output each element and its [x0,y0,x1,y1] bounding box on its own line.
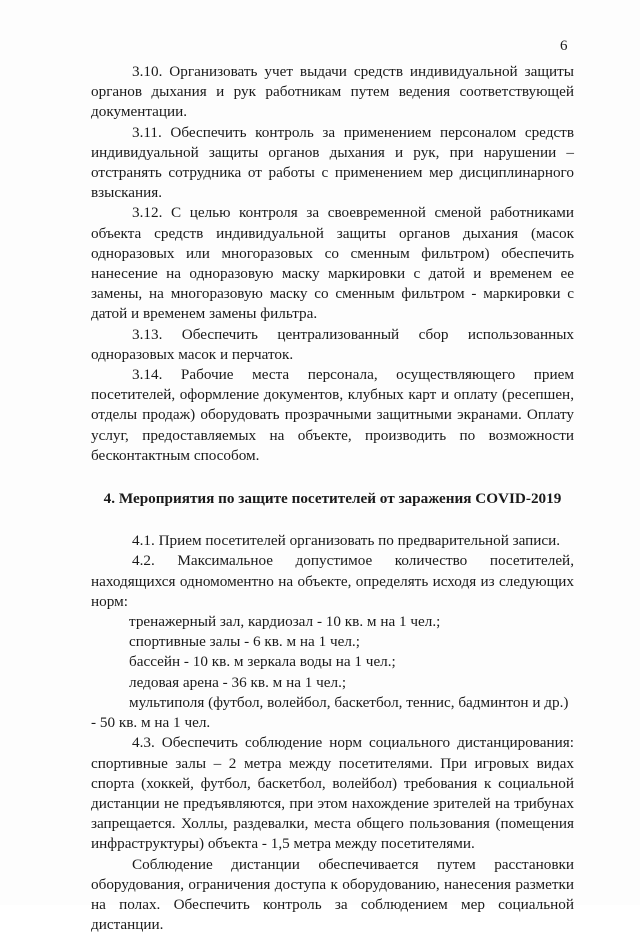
paragraph-4-3: 4.3. Обеспечить соблюдение норм социального дистанцирования: спортивные залы – 2 метра между посетителями. При игровых видах спорта (хоккей, футбол, баскетбол, волейбол) требования к социальной дистанции не предъявляются, при этом нахождение зрителей на трибунах запрещается. Холлы, раздевалки, места общего пользования (помещения инфраструктуры) объекта - 1,5 метра между посетителями. [91,734,574,853]
paragraph-3-13: 3.13. Обеспечить централизованный сбор использованных одноразовых масок и перчаток. [91,325,574,363]
document-body [91,62,574,935]
paragraph-4-1: 4.1. Прием посетителей организовать по предварительной записи. [132,532,561,550]
paragraph-3-14: 3.14. Рабочие места персонала, осуществляющего прием посетителей, оформление документов, клубных карт и оплату (ресепшен, отделы продаж) оборудовать прозрачными защитными экранами. Оплату услуг, предоставляемых на объекте, производить по возможности бесконтактным способом. [91,366,574,464]
paragraph-3-12: 3.12. С целью контроля за своевременной сменой работниками объекта средств индивидуальной защиты органов дыхания (масок одноразовых или многоразовых со сменным фильтром) обеспечить нанесение на одноразовую маску маркировки с датой и временем ее замены, на многоразовую маску со сменным фильтром - маркировки с датой и временем замены фильтра. [91,204,574,323]
norm-item-gym: тренажерный зал, кардиозал - 10 кв. м на 1 чел.; [129,613,441,631]
page-number: 6 [560,38,568,54]
section-4-heading: 4. Мероприятия по защите посетителей от заражения COVID-2019 [103,490,562,508]
norm-item-pool: бассейн - 10 кв. м зеркала воды на 1 чел.; [129,653,396,671]
paragraph-4-2: 4.2. Максимальное допустимое количество посетителей, находящихся одномоментно на объекте, определять исходя из следующих норм: [91,552,574,610]
paragraph-distance: Соблюдение дистанции обеспечивается путем расстановки оборудования, ограничения доступа к оборудованию, нанесения разметки на полах. Обеспечить контроль за соблюдением мер социальной дистанции. [91,855,574,934]
paragraph-3-10: 3.10. Организовать учет выдачи средств индивидуальной защиты органов дыхания и рук работникам путем ведения соответствующей документации. [91,63,574,121]
norm-item-sport-halls: спортивные залы - 6 кв. м на 1 чел.; [129,633,360,651]
norm-item-ice-arena: ледовая арена - 36 кв. м на 1 чел.; [129,673,347,691]
norm-item-multifield: мультиполя (футбол, волейбол, баскетбол, теннис, бадминтон и др.) - 50 кв. м на 1 чел. [91,693,569,732]
paragraph-3-11: 3.11. Обеспечить контроль за применением персоналом средств индивидуальной защиты органов дыхания и рук, при нарушении – отстранять сотрудника от работы с применением мер дисциплинарного взыскания. [91,123,574,202]
